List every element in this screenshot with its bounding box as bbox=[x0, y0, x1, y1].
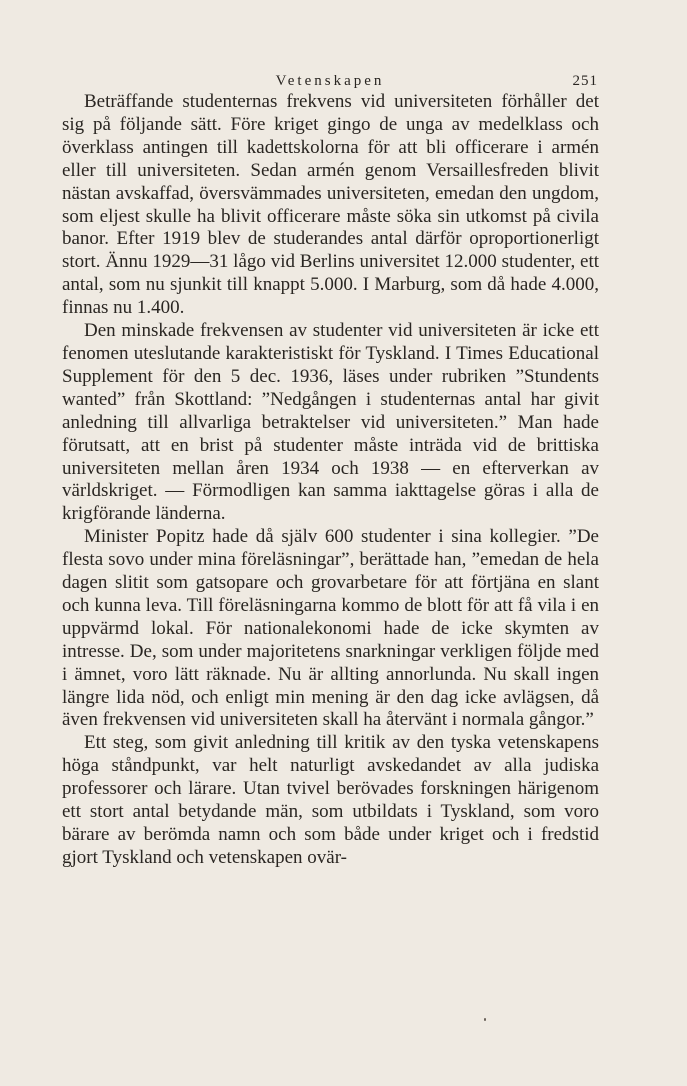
page-number: 251 bbox=[572, 73, 598, 89]
paragraph: Den minskade frekvensen av studenter vid universiteten är icke ett fenomen uteslutande karakteristiskt för Tyskland. I Times Educational Supplement för den 5 dec. 1936, läses under rubriken ”Stundents wanted” från Skottland: ”Nedgången i studenternas antal har givit anledning till allvarliga betraktelser vid universiteten.” Man hade förutsatt, att en brist på studenter måste inträda vid de brittiska universiteten mellan åren 1934 och 1938 — en efterverkan av världskriget. — Förmodligen kan samma iakttagelse göras i alla de krigförande länderna. bbox=[62, 320, 599, 525]
running-title: Vetenskapen bbox=[275, 73, 385, 89]
body-text bbox=[62, 91, 599, 870]
paragraph: Ett steg, som givit anledning till kritik av den tyska vetenskapens höga ståndpunkt, var helt naturligt avskedandet av alla judiska professorer och lärare. Utan tvivel berövades forskningen härigenom ett stort antal betydande män, som utbildats i Tyskland, som voro bärare av berömda namn och som både under kriget och i fredstid gjort Tyskland och vetenskapen ovär- bbox=[62, 732, 599, 868]
paragraph: Minister Popitz hade då själv 600 studenter i sina kollegier. ”De flesta sovo under mina föreläsningar”, berättade han, ”emedan de hela dagen slitit som gatsopare och grovarbetare för att förtjäna en slant och kunna leva. Till föreläsningarna kommo de blott för att få vila i en uppvärmd lokal. För nationalekonomi hade de icke skymten av intresse. De, som under majoritetens snarkningar verkligen följde med i ämnet, voro lätt räknade. Nu är allting annorlunda. Nu skall ingen längre lida nöd, och enligt min mening är den dag icke avlägsen, då även frekvensen vid universiteten skall ha återvänt i normala gångor.” bbox=[62, 526, 599, 731]
paper-speck bbox=[484, 1018, 486, 1021]
paragraph: Beträffande studenternas frekvens vid universiteten förhåller det sig på följande sätt. Före kriget gingo de unga av medelklass och överklass antingen till kadettskolorna för att bli officerare i armén eller till universiteten. Sedan armén genom Versaillesfreden blivit nästan avskaffad, översvämmades universiteten, emedan den ungdom, som eljest skulle ha blivit officerare måste söka sin utkomst på civila banor. Efter 1919 blev de studerandes antal därför oproportionerligt stort. Ännu 1929—31 lågo vid Berlins universitet 12.000 studenter, ett antal, som nu sjunkit till knappt 5.000. I Marburg, som då hade 4.000, finnas nu 1.400. bbox=[62, 91, 599, 319]
